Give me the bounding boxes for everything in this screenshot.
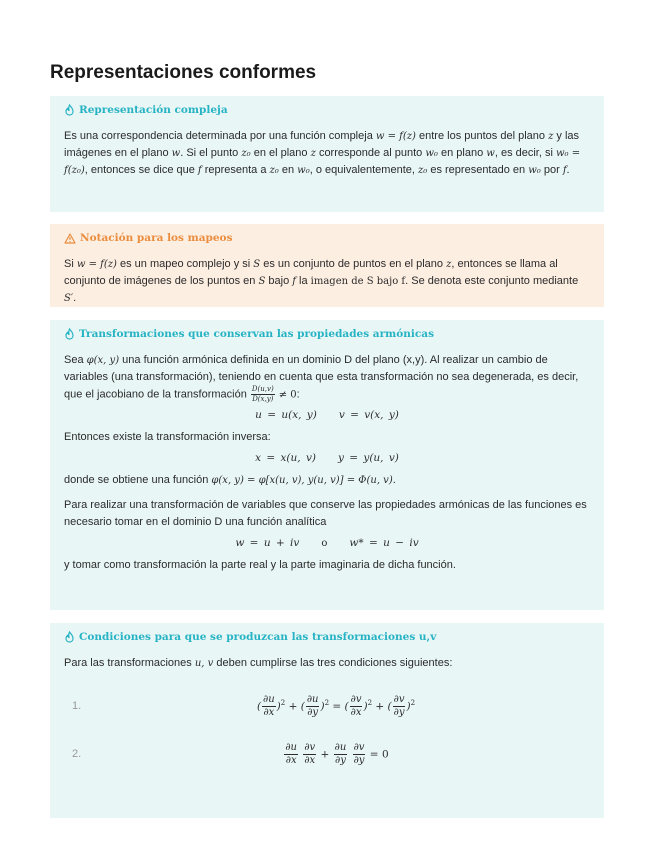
callout-notacion-mapeos <box>50 224 604 307</box>
callout-body: Si w = f(z) es un mapeo complejo y si S es un conjunto de puntos en el plano z, entonces se llama al conjunto de imágenes de los puntos en S bajo f la imagen de S bajo f. Se denota este conjunto mediante S′. <box>64 258 579 304</box>
paragraph: Para las transformaciones u, v deben cumplirse las tres condiciones siguientes: <box>64 657 453 669</box>
equation: x = x(u, v) y = y(u, v) <box>255 452 399 465</box>
paragraph: Sea φ(x, y) una función armónica definida en un dominio D del plano (x,y). Al realizar un cambio de variables (una transformación), teniendo en cuenta que esta transformación no sea degenerada, es decir, que el jacobiano de la transformación $\frac{D(u,v)}{D(x,y)}$ ≠ 0: <box>64 354 579 403</box>
flame-icon <box>64 104 75 116</box>
equation: w = u + iv o w* = u − iv <box>235 537 419 550</box>
callout-title-text: Condiciones para que se produzcan las transformaciones u,v <box>79 631 437 643</box>
paragraph: Entonces existe la transformación inversa: <box>64 431 271 444</box>
callout-title-text: Transformaciones que conservan las propiedades armónicas <box>79 328 434 340</box>
callout-title <box>64 232 590 244</box>
list-item <box>64 682 590 730</box>
equation: $\frac{\partial u}{\partial x}$ $\frac{\partial v}{\partial x}$ + $\frac{\partial u}{\partial y}$ $\frac{\partial v}{\partial y}$ = 0 <box>285 741 389 766</box>
callout-condiciones <box>50 623 604 818</box>
flame-icon <box>64 328 75 340</box>
callout-title <box>64 328 590 340</box>
callout-body: Es una correspondencia determinada por una función compleja w = f(z) entre los puntos del plano z y las imágenes en el plano w. Si el punto z₀ en el plano z corresponde al punto w₀ en plano w, es decir, si w₀ = f(z₀), entonces se dice que f representa a z₀ en w₀, o equivalentemente, z₀ es representado en w₀ por f. <box>64 130 581 176</box>
callout-representacion-compleja <box>50 96 604 212</box>
callout-title-text: Representación compleja <box>79 104 228 116</box>
paragraph: donde se obtiene una función φ(x, y) = φ[x(u, v), y(u, v)] = Φ(u, v). <box>64 474 396 487</box>
callout-title-text: Notación para los mapeos <box>80 232 233 244</box>
callout-transformaciones-armonicas <box>50 320 604 610</box>
warning-icon <box>64 233 76 244</box>
callout-title <box>64 104 590 116</box>
ordered-list <box>64 682 590 778</box>
equation: u = u(x, y) v = v(x, y) <box>255 409 399 422</box>
callout-title <box>64 631 590 643</box>
flame-icon <box>64 631 75 643</box>
list-item <box>64 730 590 778</box>
paragraph: Para realizar una transformación de variables que conserve las propiedades armónicas de las funciones es necesario tomar en el dominio D una función analítica <box>64 499 587 529</box>
paragraph: y tomar como transformación la parte real y la parte imaginaria de dicha función. <box>64 559 456 572</box>
jacobian-fraction: $\frac{D(u,v)}{D(x,y)}$ <box>251 385 274 403</box>
page-title: Representaciones conformes <box>50 62 317 83</box>
equation: ( $\frac{\partial u}{\partial x}$ )$^2$ + ( $\frac{\partial u}{\partial y}$ )$^2$ = ( $\frac{\partial v}{\partial x}$ )$^2$ + ( $\frac{\partial v}{\partial y}$ )$^2$ <box>256 693 416 718</box>
list-number: 2. <box>72 748 82 760</box>
list-number: 1. <box>72 700 82 712</box>
